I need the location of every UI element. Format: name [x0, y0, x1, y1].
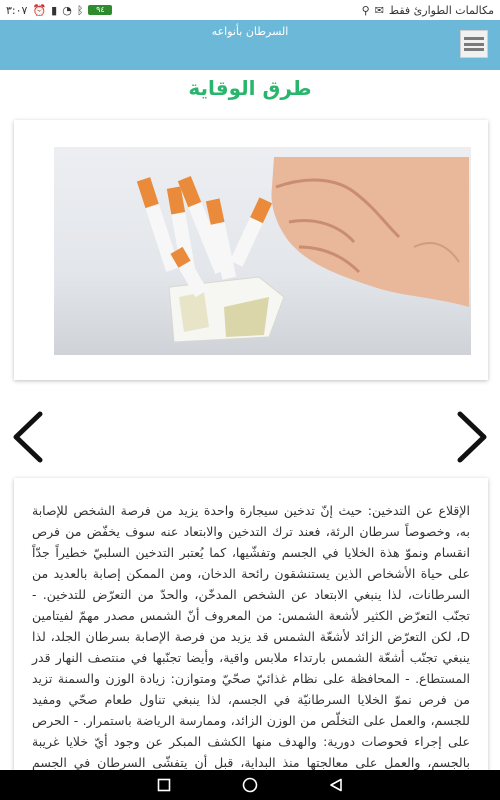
notification-icon: ✉ [374, 3, 384, 17]
hamburger-menu-icon[interactable] [460, 30, 488, 58]
signal-icon: ▮ [51, 3, 58, 17]
back-triangle-icon[interactable] [328, 777, 344, 793]
wifi-icon: ◔ [62, 3, 72, 17]
article-body: الإقلاع عن التدخين: حيث إنّ تدخين سيجارة واحدة يزيد من فرصة الشخص للإصابة به، وخصوصاً سرطان الرئة، فعند ترك التدخين والابتعاد عنه سوف يخفّض من فرص انقسام ونموّ هذة الخلايا في الجسم وتفشّيها، كما يُعتبر التدخين السلبيّ خطيراً جدّاً على حياة الأشخاص الذين يستنشقون رائحة الدخان، ومن الممكن إصابة بالعديد من السرطانات، لذا ينبغي الابتعاد عن الشخص المدخّن، والحدّ من التعرّض للتدخين. - تجنّب التعرّض الكثير لأشعة الشمس: من المعروف أنّ الشمس مصدر مهمّ لفيتامين D، لكن التعرّض الزائد لأشعّة الشمس قد يزيد من فرصة الإصابة بسرطان الجلد، لذا ينبغي تجنّب أشعّة الشمس بارتداء ملابس واقية، وأيضا تجنّبها في منتصف النهار قدر المستطاع. - المحافظة على نظام غذائيّ صحّيّ ومتوازن: زيادة الوزن والسمنة تزيد من فرص نموّ الخلايا السرطانيّة في الجسم، لذا ينبغي تناول طعام صحّي ومفيد للجسم، والعمل على التخلّص من الوزن الزائد، وممارسة الرياضة باستمرار. - الحرص على إجراء فحوصات دورية: والهدف منها الكشف المبكر عن وجود أيّ خلايا غريبة بالجسم، والعمل على معالجتها منذ البداية، قبل أن يتفشّى السرطان في الجسم [32, 503, 470, 770]
status-right [362, 4, 494, 17]
status-time: ٣:٠٧ [6, 3, 28, 17]
recents-square-icon[interactable] [156, 777, 172, 793]
carrier-text: مكالمات الطوارئ فقط [388, 3, 494, 17]
usb-icon: ⚲ [361, 3, 370, 17]
chevron-left-icon[interactable] [10, 410, 46, 464]
status-left [6, 4, 112, 17]
status-bar [0, 0, 500, 20]
chevron-right-icon[interactable] [454, 410, 490, 464]
battery-icon: ٩٤ [88, 5, 112, 15]
home-circle-icon[interactable] [242, 777, 258, 793]
page-title: طرق الوقاية [188, 76, 312, 100]
broken-cigarettes-photo [54, 147, 471, 355]
app-title: السرطان بأنواعه [211, 25, 289, 38]
article-card [14, 478, 488, 778]
alarm-icon: ⏰ [32, 3, 47, 17]
app-bar [0, 20, 500, 70]
bluetooth-icon: ᛒ [76, 3, 84, 17]
system-nav-bar [0, 770, 500, 800]
image-card [14, 120, 488, 380]
